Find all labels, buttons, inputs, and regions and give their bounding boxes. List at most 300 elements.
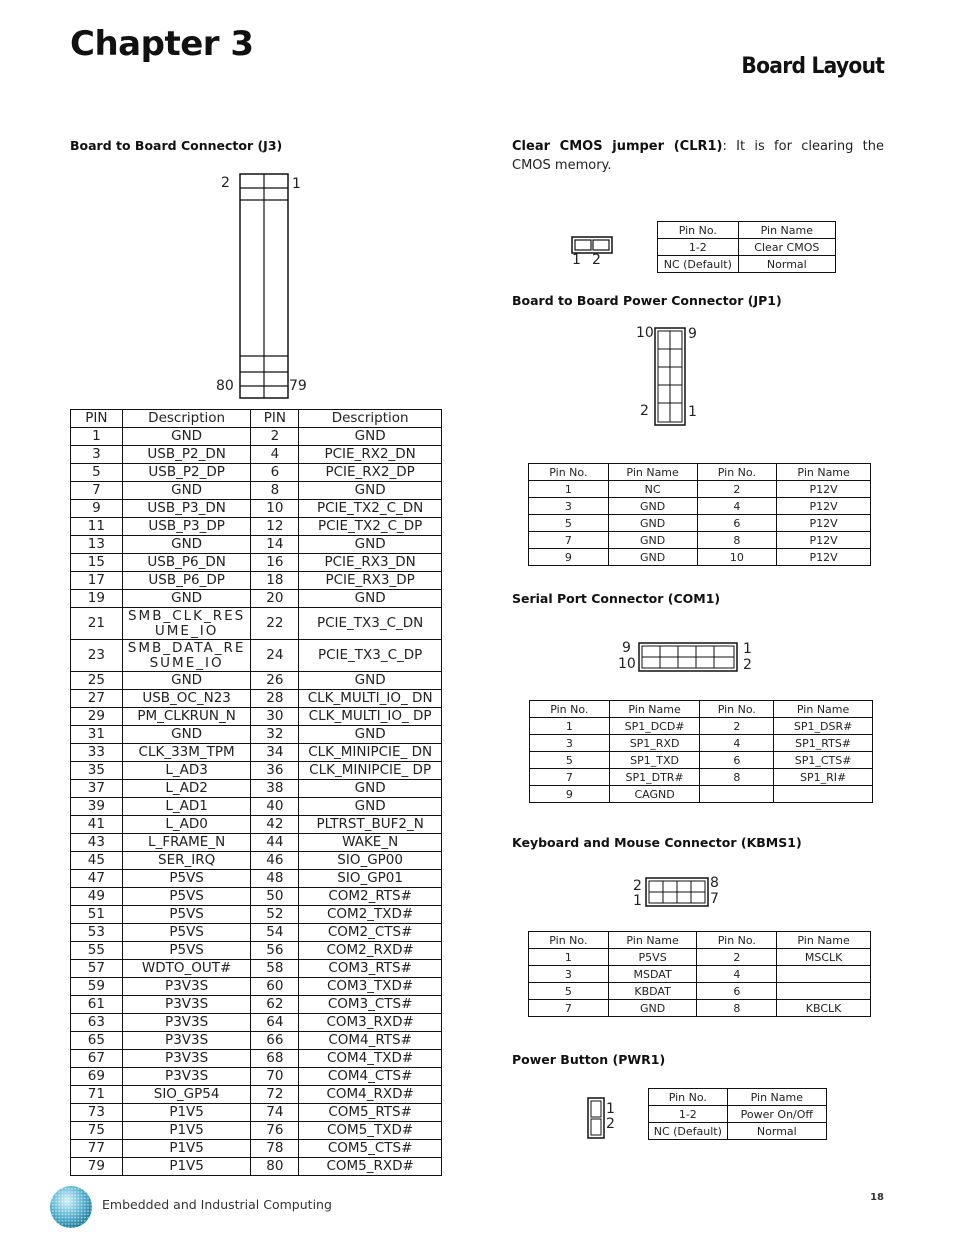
table-cell: P5VS	[122, 870, 251, 888]
table-cell: 1	[71, 428, 123, 446]
table-header-cell: Pin No.	[530, 701, 610, 718]
table-cell: 27	[71, 690, 123, 708]
table-cell: 40	[251, 798, 299, 816]
table-row	[71, 1158, 442, 1176]
page-number: 18	[870, 1192, 884, 1203]
table-cell: 24	[251, 640, 299, 672]
table-cell: 16	[251, 554, 299, 572]
clr1-heading: Clear CMOS jumper (CLR1)	[512, 139, 723, 154]
table-cell: 60	[251, 978, 299, 996]
table-cell: P1V5	[122, 1122, 251, 1140]
table-cell: 29	[71, 708, 123, 726]
section-title: Board Layout	[741, 54, 884, 79]
table-cell: SP1_RTS#	[774, 735, 873, 752]
table-cell: SP1_CTS#	[774, 752, 873, 769]
table-cell: Normal	[727, 1123, 826, 1140]
table-cell: 71	[71, 1086, 123, 1104]
table-cell: SIO_GP00	[299, 852, 442, 870]
table-row	[71, 816, 442, 834]
table-cell: COM4_RTS#	[299, 1032, 442, 1050]
table-cell: SP1_RI#	[774, 769, 873, 786]
table-cell: 11	[71, 518, 123, 536]
table-header-row	[529, 932, 871, 949]
clr1-table	[657, 221, 836, 273]
table-cell: P3V3S	[122, 978, 251, 996]
table-cell: 9	[530, 786, 610, 803]
table-row	[71, 1140, 442, 1158]
table-row	[71, 500, 442, 518]
table-cell: P3V3S	[122, 1032, 251, 1050]
table-cell: 39	[71, 798, 123, 816]
j3-pin-label: 80	[216, 378, 234, 394]
com1-pin-label: 10	[618, 656, 636, 672]
table-header-cell: Pin Name	[727, 1089, 826, 1106]
table-cell: 70	[251, 1068, 299, 1086]
table-cell: USB_P3_DN	[122, 500, 251, 518]
table-row	[71, 762, 442, 780]
table-cell: 15	[71, 554, 123, 572]
table-row	[649, 1123, 827, 1140]
table-cell: 41	[71, 816, 123, 834]
table-cell: USB_P2_DN	[122, 446, 251, 464]
com1-pin-label: 9	[622, 640, 631, 656]
table-cell: COM3_TXD#	[299, 978, 442, 996]
table-cell: CLK_MULTI_IO_ DN	[299, 690, 442, 708]
table-cell: P1V5	[122, 1158, 251, 1176]
jp1-pin-label: 2	[640, 403, 649, 419]
jp1-table	[528, 463, 871, 566]
kbms1-heading: Keyboard and Mouse Connector (KBMS1)	[512, 835, 802, 850]
table-row	[71, 726, 442, 744]
table-row	[530, 718, 873, 735]
table-cell: 38	[251, 780, 299, 798]
table-header-row	[649, 1089, 827, 1106]
table-cell: 79	[71, 1158, 123, 1176]
table-row	[71, 1068, 442, 1086]
table-cell: GND	[299, 536, 442, 554]
table-cell: 10	[251, 500, 299, 518]
chapter-title: Chapter 3	[70, 24, 254, 64]
jp1-pin-label: 9	[688, 326, 697, 342]
table-row	[71, 906, 442, 924]
table-cell: COM3_CTS#	[299, 996, 442, 1014]
table-cell: 62	[251, 996, 299, 1014]
table-header-cell: Pin Name	[608, 932, 697, 949]
table-header-row	[530, 701, 873, 718]
table-cell	[700, 786, 774, 803]
table-header-cell: Pin Name	[738, 222, 835, 239]
table-cell: 5	[529, 515, 609, 532]
table-row	[71, 590, 442, 608]
table-cell: 28	[251, 690, 299, 708]
table-cell: KBCLK	[777, 1000, 871, 1017]
table-cell: 69	[71, 1068, 123, 1086]
table-cell: 8	[700, 769, 774, 786]
table-cell: MSCLK	[777, 949, 871, 966]
table-cell: 23	[71, 640, 123, 672]
kbms1-pin-label: 1	[633, 893, 642, 909]
table-cell: 53	[71, 924, 123, 942]
table-cell: 10	[697, 549, 777, 566]
table-cell: 46	[251, 852, 299, 870]
table-cell: 67	[71, 1050, 123, 1068]
table-row	[529, 515, 871, 532]
table-cell: USB_OC_N23	[122, 690, 251, 708]
table-cell: 8	[697, 532, 777, 549]
table-cell: 21	[71, 608, 123, 640]
table-cell: SIO_GP01	[299, 870, 442, 888]
table-row	[71, 536, 442, 554]
table-cell: SP1_DTR#	[609, 769, 700, 786]
table-cell: SMB_CLK_RESUME_IO	[122, 608, 251, 640]
table-header-cell: Pin No.	[529, 932, 609, 949]
table-cell: 31	[71, 726, 123, 744]
table-cell: KBDAT	[608, 983, 697, 1000]
pwr1-table	[648, 1088, 827, 1140]
table-cell: PCIE_TX3_C_DN	[299, 608, 442, 640]
table-row	[529, 1000, 871, 1017]
table-cell: 37	[71, 780, 123, 798]
table-cell: COM5_RXD#	[299, 1158, 442, 1176]
pwr1-heading: Power Button (PWR1)	[512, 1052, 666, 1067]
table-cell: 3	[529, 966, 609, 983]
table-header-cell: Pin No.	[697, 932, 777, 949]
table-row	[71, 942, 442, 960]
table-cell: 5	[529, 983, 609, 1000]
jp1-heading: Board to Board Power Connector (JP1)	[512, 293, 782, 308]
table-row	[649, 1106, 827, 1123]
table-cell: 59	[71, 978, 123, 996]
kbms1-table	[528, 931, 871, 1017]
table-row	[71, 996, 442, 1014]
table-row	[530, 752, 873, 769]
table-cell: GND	[608, 515, 697, 532]
table-cell: CLK_MINIPCIE_ DP	[299, 762, 442, 780]
table-cell: P12V	[777, 532, 871, 549]
table-cell: NC (Default)	[649, 1123, 728, 1140]
table-cell: PCIE_RX2_DN	[299, 446, 442, 464]
table-cell: 18	[251, 572, 299, 590]
table-cell: 1-2	[649, 1106, 728, 1123]
table-cell: 20	[251, 590, 299, 608]
table-row	[71, 672, 442, 690]
table-cell: 65	[71, 1032, 123, 1050]
table-cell: PCIE_TX3_C_DP	[299, 640, 442, 672]
table-cell: 48	[251, 870, 299, 888]
table-row	[71, 608, 442, 640]
table-cell: L_AD0	[122, 816, 251, 834]
com1-pin-label: 2	[743, 657, 752, 673]
table-cell: NC (Default)	[658, 256, 739, 273]
table-cell: 50	[251, 888, 299, 906]
table-row	[71, 1032, 442, 1050]
table-cell: 4	[700, 735, 774, 752]
table-cell: 7	[71, 482, 123, 500]
j3-connector-diagram	[238, 172, 290, 400]
table-row	[71, 888, 442, 906]
table-cell: Clear CMOS	[738, 239, 835, 256]
table-row	[71, 744, 442, 762]
table-cell: COM2_TXD#	[299, 906, 442, 924]
table-cell: PM_CLKRUN_N	[122, 708, 251, 726]
table-cell: P5VS	[122, 888, 251, 906]
table-cell: 68	[251, 1050, 299, 1068]
table-cell: P12V	[777, 481, 871, 498]
table-cell: 6	[251, 464, 299, 482]
table-cell: SP1_DSR#	[774, 718, 873, 735]
table-row	[71, 428, 442, 446]
table-header-cell: Pin Name	[774, 701, 873, 718]
table-header-row	[71, 410, 442, 428]
table-cell: PCIE_TX2_C_DN	[299, 500, 442, 518]
table-row	[71, 870, 442, 888]
table-cell: 4	[697, 498, 777, 515]
table-cell: 74	[251, 1104, 299, 1122]
table-cell: 22	[251, 608, 299, 640]
table-cell: MSDAT	[608, 966, 697, 983]
table-cell: GND	[122, 590, 251, 608]
table-cell: GND	[608, 1000, 697, 1017]
table-row	[71, 1086, 442, 1104]
table-cell: PCIE_RX2_DP	[299, 464, 442, 482]
table-cell: SP1_RXD	[609, 735, 700, 752]
table-cell: 4	[251, 446, 299, 464]
table-cell: 8	[697, 1000, 777, 1017]
j3-pin-label: 2	[221, 175, 230, 191]
table-cell: COM5_TXD#	[299, 1122, 442, 1140]
table-cell: COM4_TXD#	[299, 1050, 442, 1068]
table-cell: 3	[530, 735, 610, 752]
table-cell: P3V3S	[122, 1014, 251, 1032]
table-cell: P3V3S	[122, 996, 251, 1014]
pwr1-pin-label: 2	[606, 1116, 615, 1132]
table-cell: P1V5	[122, 1104, 251, 1122]
table-cell: 43	[71, 834, 123, 852]
table-cell: 64	[251, 1014, 299, 1032]
table-cell: 35	[71, 762, 123, 780]
table-cell: 2	[697, 481, 777, 498]
table-cell: 2	[697, 949, 777, 966]
table-cell: Power On/Off	[727, 1106, 826, 1123]
table-cell: 12	[251, 518, 299, 536]
table-cell: 19	[71, 590, 123, 608]
table-header-cell: Description	[122, 410, 251, 428]
table-cell: 9	[71, 500, 123, 518]
table-cell: COM2_CTS#	[299, 924, 442, 942]
table-cell: 49	[71, 888, 123, 906]
table-cell: USB_P3_DP	[122, 518, 251, 536]
footer-company-text: Embedded and Industrial Computing	[102, 1197, 332, 1212]
table-cell: PCIE_RX3_DP	[299, 572, 442, 590]
table-cell: 26	[251, 672, 299, 690]
table-cell: 72	[251, 1086, 299, 1104]
table-cell: PCIE_RX3_DN	[299, 554, 442, 572]
table-cell: WDTO_OUT#	[122, 960, 251, 978]
table-cell: GND	[299, 780, 442, 798]
table-row	[71, 518, 442, 536]
table-row	[71, 1050, 442, 1068]
table-cell: 56	[251, 942, 299, 960]
table-row	[71, 1104, 442, 1122]
table-cell: 1	[529, 949, 609, 966]
table-cell: GND	[608, 532, 697, 549]
table-cell: 66	[251, 1032, 299, 1050]
table-cell: 80	[251, 1158, 299, 1176]
table-cell: SMB_DATA_RESUME_IO	[122, 640, 251, 672]
table-cell: CLK_33M_TPM	[122, 744, 251, 762]
table-cell	[774, 786, 873, 803]
table-cell: 32	[251, 726, 299, 744]
kbms1-pin-label: 7	[710, 891, 719, 907]
table-cell: GND	[299, 672, 442, 690]
table-cell: L_FRAME_N	[122, 834, 251, 852]
table-cell: 5	[530, 752, 610, 769]
table-row	[530, 735, 873, 752]
table-cell: 3	[71, 446, 123, 464]
table-row	[71, 554, 442, 572]
table-cell: 25	[71, 672, 123, 690]
com1-heading: Serial Port Connector (COM1)	[512, 591, 721, 606]
table-cell: CAGND	[609, 786, 700, 803]
table-row	[529, 949, 871, 966]
table-cell: COM2_RTS#	[299, 888, 442, 906]
table-cell: P5VS	[122, 906, 251, 924]
table-cell: GND	[299, 798, 442, 816]
table-cell: L_AD1	[122, 798, 251, 816]
table-row	[71, 690, 442, 708]
j3-heading: Board to Board Connector (J3)	[70, 138, 283, 153]
table-cell: 5	[71, 464, 123, 482]
table-cell: P3V3S	[122, 1068, 251, 1086]
table-row	[71, 640, 442, 672]
com1-table	[529, 700, 873, 803]
table-cell: USB_P6_DP	[122, 572, 251, 590]
table-cell: GND	[122, 726, 251, 744]
table-row	[529, 481, 871, 498]
table-row	[530, 786, 873, 803]
pwr1-connector-diagram	[587, 1097, 605, 1139]
pwr1-pin-label: 1	[606, 1101, 615, 1117]
table-row	[71, 924, 442, 942]
table-cell: CLK_MULTI_IO_ DP	[299, 708, 442, 726]
table-cell: 17	[71, 572, 123, 590]
table-cell: PLTRST_BUF2_N	[299, 816, 442, 834]
table-row	[71, 482, 442, 500]
table-row	[658, 239, 836, 256]
kbms1-pin-label: 2	[633, 878, 642, 894]
table-header-cell: Pin No.	[658, 222, 739, 239]
table-header-cell: Pin No.	[697, 464, 777, 481]
table-header-cell: Pin No.	[529, 464, 609, 481]
table-cell: 51	[71, 906, 123, 924]
table-row	[71, 960, 442, 978]
table-cell: 73	[71, 1104, 123, 1122]
table-row	[530, 769, 873, 786]
table-cell: 44	[251, 834, 299, 852]
table-cell: USB_P6_DN	[122, 554, 251, 572]
table-cell: 13	[71, 536, 123, 554]
table-cell: SIO_GP54	[122, 1086, 251, 1104]
table-cell: 77	[71, 1140, 123, 1158]
table-cell: COM2_RXD#	[299, 942, 442, 960]
table-row	[529, 549, 871, 566]
table-cell: 58	[251, 960, 299, 978]
table-cell: GND	[608, 549, 697, 566]
table-row	[71, 798, 442, 816]
table-cell: 63	[71, 1014, 123, 1032]
table-cell: 47	[71, 870, 123, 888]
table-cell: P12V	[777, 498, 871, 515]
table-cell: COM3_RTS#	[299, 960, 442, 978]
clr1-pin-label: 2	[592, 252, 601, 268]
table-row	[529, 966, 871, 983]
table-header-cell: Pin No.	[649, 1089, 728, 1106]
table-cell: 6	[697, 515, 777, 532]
table-row	[71, 464, 442, 482]
table-cell: L_AD3	[122, 762, 251, 780]
table-header-cell: PIN	[251, 410, 299, 428]
table-row	[71, 852, 442, 870]
table-cell: PCIE_TX2_C_DP	[299, 518, 442, 536]
table-cell: 78	[251, 1140, 299, 1158]
table-cell: COM4_RXD#	[299, 1086, 442, 1104]
table-row	[71, 708, 442, 726]
table-cell: P5VS	[122, 942, 251, 960]
com1-pin-label: 1	[743, 641, 752, 657]
table-cell: NC	[608, 481, 697, 498]
table-cell: SP1_TXD	[609, 752, 700, 769]
table-row	[71, 978, 442, 996]
table-cell: 52	[251, 906, 299, 924]
table-cell: 2	[251, 428, 299, 446]
company-logo-icon	[48, 1184, 94, 1230]
table-cell: 2	[700, 718, 774, 735]
table-row	[71, 834, 442, 852]
table-row	[71, 572, 442, 590]
table-header-cell: Pin Name	[777, 464, 871, 481]
table-header-cell: PIN	[71, 410, 123, 428]
table-cell: 30	[251, 708, 299, 726]
table-cell: P3V3S	[122, 1050, 251, 1068]
table-cell: 57	[71, 960, 123, 978]
table-cell: 1	[530, 718, 610, 735]
table-cell	[777, 983, 871, 1000]
table-row	[529, 532, 871, 549]
table-cell: P12V	[777, 515, 871, 532]
table-cell: GND	[122, 672, 251, 690]
table-cell: COM4_CTS#	[299, 1068, 442, 1086]
table-cell	[777, 966, 871, 983]
table-cell: GND	[608, 498, 697, 515]
table-cell: 1-2	[658, 239, 739, 256]
table-cell: P12V	[777, 549, 871, 566]
clr1-text: : It is for clearing the CMOS memory.	[512, 139, 884, 173]
j3-pin-label: 1	[292, 176, 301, 192]
table-cell: GND	[299, 428, 442, 446]
table-row	[658, 256, 836, 273]
table-cell: GND	[122, 482, 251, 500]
table-row	[529, 983, 871, 1000]
table-cell: 14	[251, 536, 299, 554]
table-cell: 34	[251, 744, 299, 762]
table-cell: GND	[122, 536, 251, 554]
table-header-cell: Pin Name	[608, 464, 697, 481]
table-header-row	[658, 222, 836, 239]
table-cell: 61	[71, 996, 123, 1014]
table-cell: 6	[700, 752, 774, 769]
table-cell: COM3_RXD#	[299, 1014, 442, 1032]
table-cell: 9	[529, 549, 609, 566]
